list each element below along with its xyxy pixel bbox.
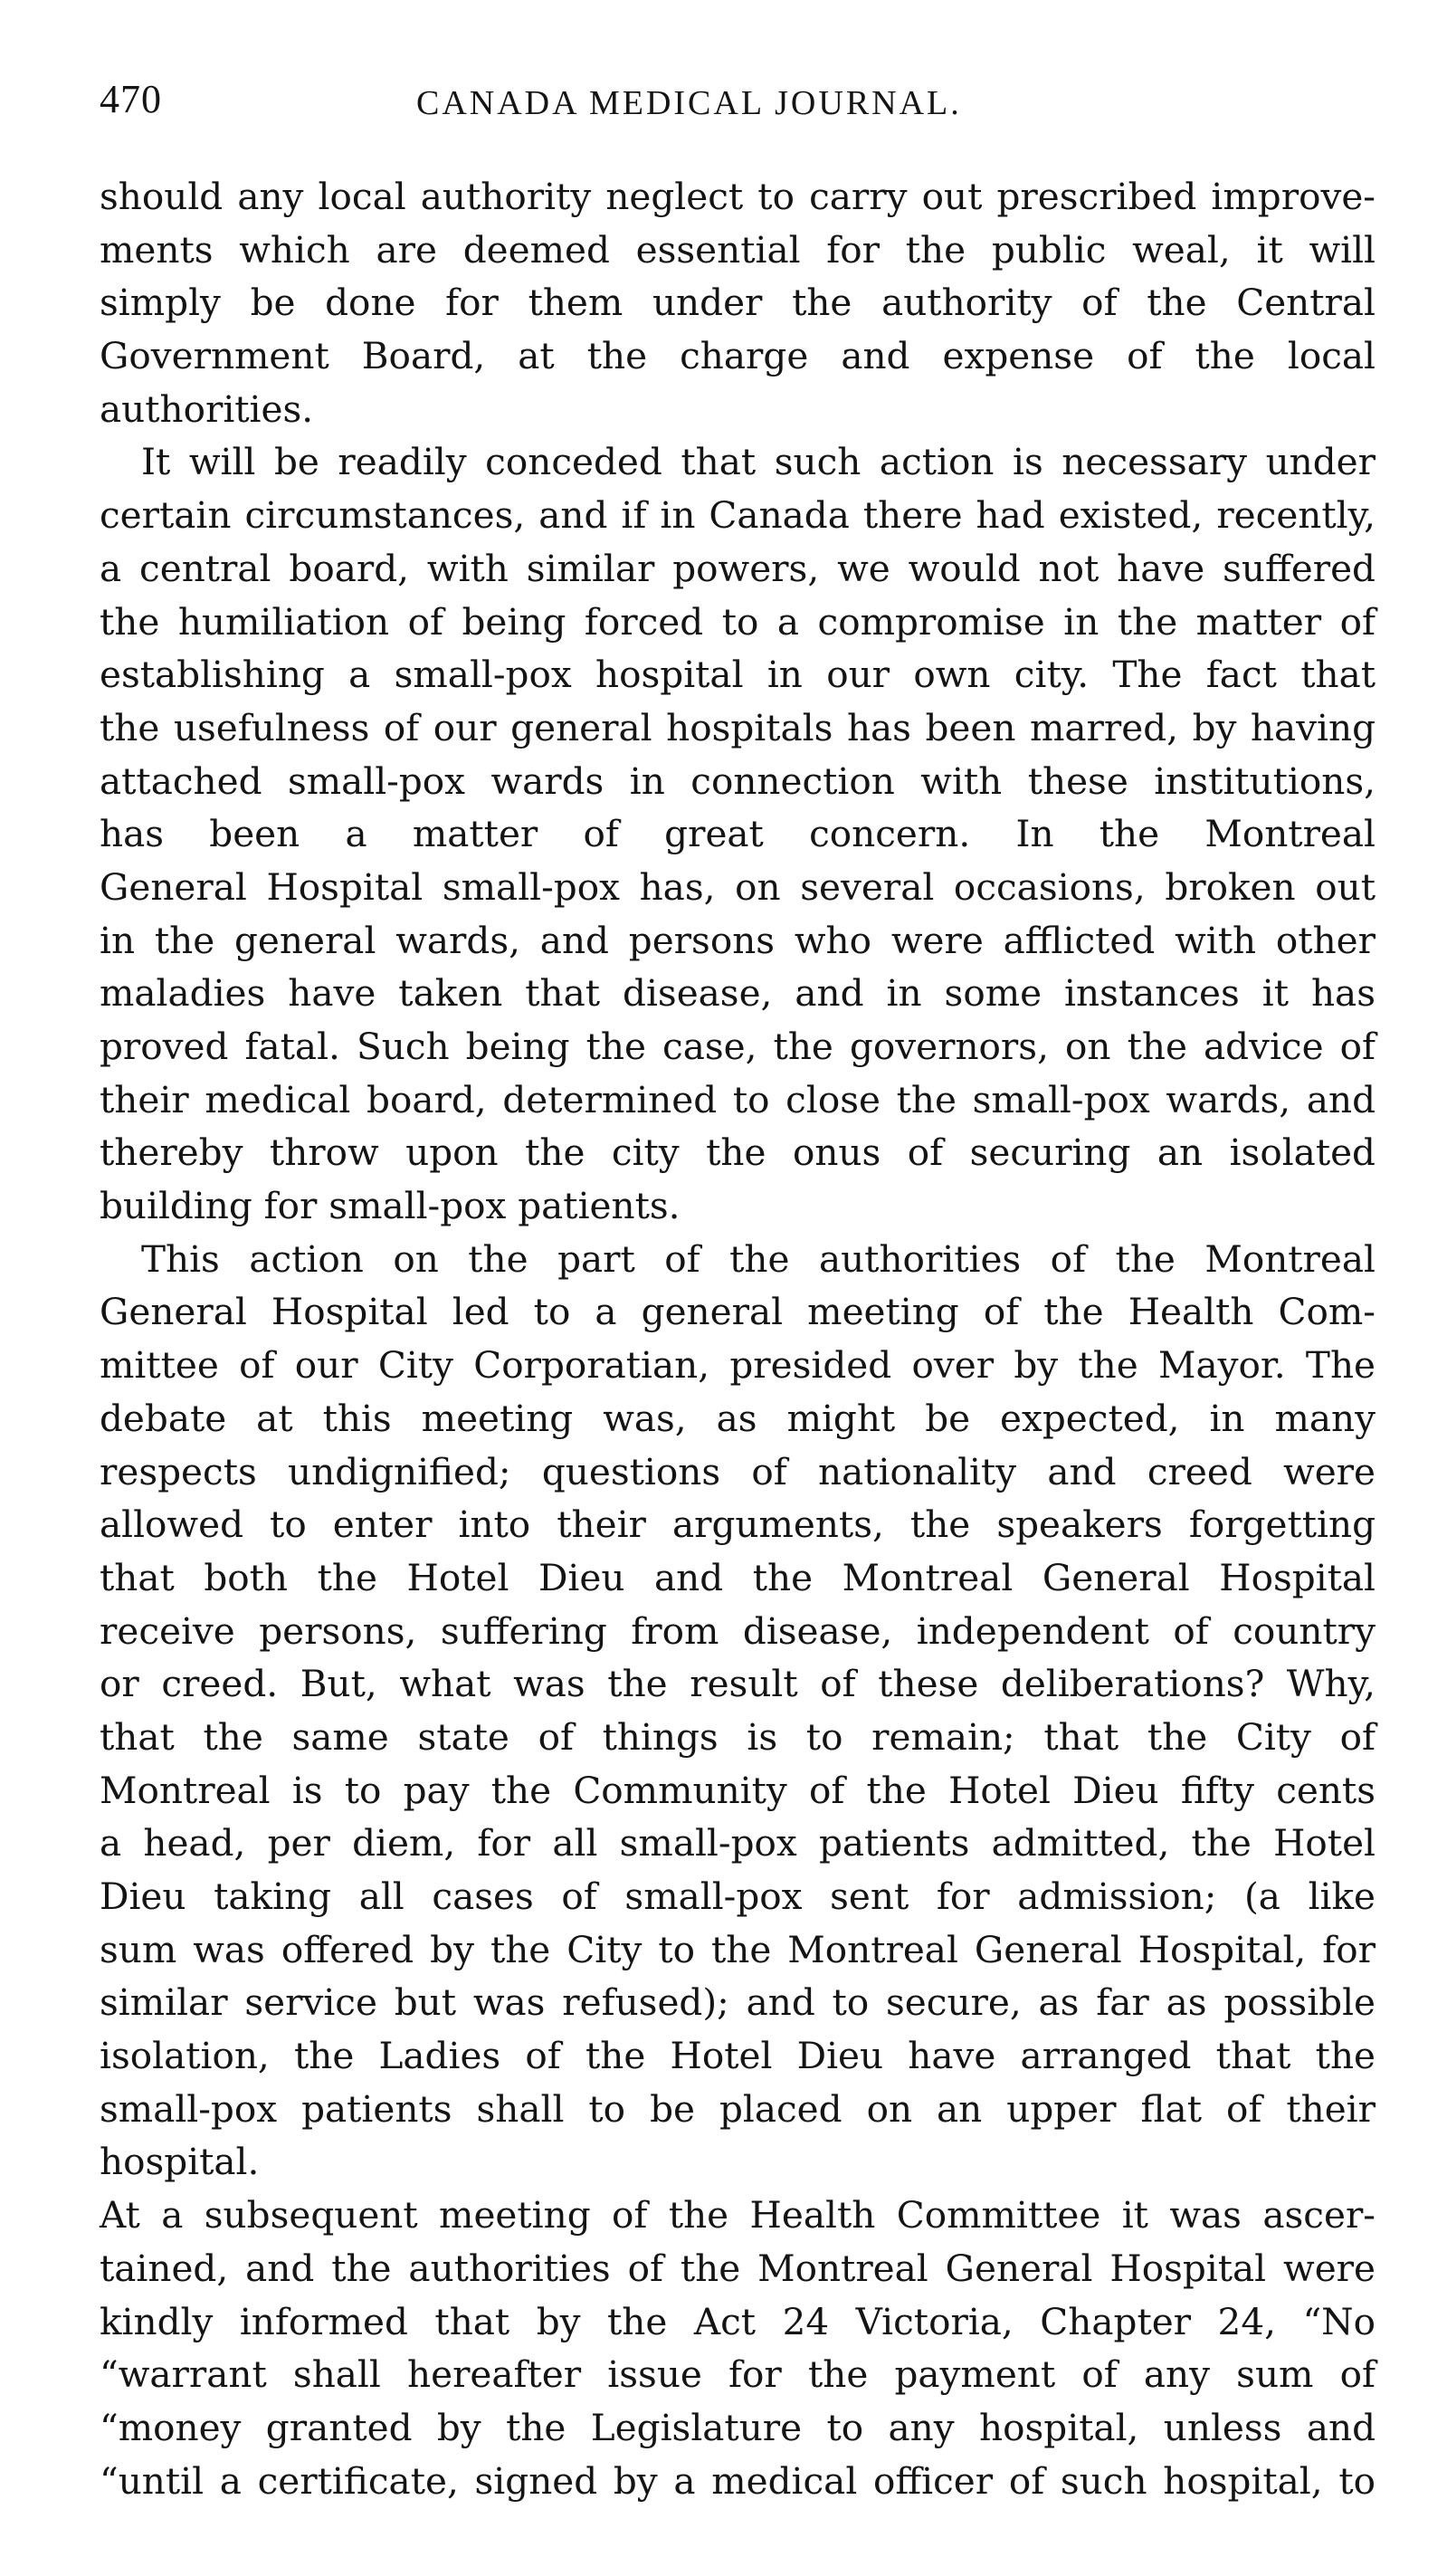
text-line: allowed to enter into their arguments, the speakers forgetting [100,1503,1376,1547]
text-line: a head, per diem, for all small-pox patients admitted, the Hotel [100,1821,1376,1865]
text-line: hospital. [100,2140,260,2184]
paragraph-2 [100,435,1376,1232]
text-line: Dieu taking all cases of small-pox sent for admission; (a like [100,1875,1376,1918]
text-line: similar service but was refused); and to secure, as far as possible [100,1980,1376,2025]
text-line: thereby throw upon the city the onus of securing an isolated [100,1131,1376,1175]
text-line: a central board, with similar powers, we would not have suffered [100,546,1376,590]
text-line: proved fatal. Such being the case, the governors, on the advice of [100,1025,1376,1068]
text-line: their medical board, determined to close the small-pox wards, and [100,1077,1376,1121]
text-line: the usefulness of our general hospitals has been marred, by having [100,705,1376,749]
paragraph-1 [100,170,1376,435]
running-head [100,63,1376,136]
text-line: maladies have taken that disease, and in some instances it has [100,971,1376,1016]
text-line: mittee of our City Corporatian, presided over by the Mayor. The [100,1343,1376,1388]
paragraph-4 [100,2189,1376,2507]
article-body [100,170,1376,2507]
text-line: General Hospital led to a general meeting of the Health Com- [100,1290,1376,1334]
text-line: “warrant shall hereafter issue for the payment of any sum of [100,2352,1376,2397]
text-line: simply be done for them under the authority of the Central [100,281,1376,325]
text-line: receive persons, suffering from disease, independent of country [100,1608,1376,1653]
document-page [100,63,1376,2507]
text-line: respects undignified; questions of nationality and creed were [100,1449,1376,1493]
text-line: debate at this meeting was, as might be expected, in many [100,1396,1376,1440]
text-line: attached small-pox wards in connection with these institutions, [100,758,1376,803]
text-line: “money granted by the Legislature to any hospital, unless and [100,2405,1376,2449]
text-line: This action on the part of the authorities of the Montreal [141,1236,1376,1281]
text-line: It will be readily conceded that such action is necessary under [141,440,1376,484]
text-line: establishing a small-pox hospital in our own city. The fact that [100,653,1376,697]
text-line: sum was offered by the City to the Montreal General Hospital, for [100,1927,1376,1971]
text-line: or creed. But, what was the result of these deliberations? Why, [100,1662,1376,1706]
text-line: certain circumstances, and if in Canada there had existed, recently, [100,493,1376,538]
paragraph-3 [100,1233,1376,2189]
text-line: building for small-pox patients. [100,1184,681,1228]
text-line: the humiliation of being forced to a compromise in the matter of [100,599,1376,644]
text-line: General Hospital small-pox has, on several occasions, broken out [100,864,1376,909]
text-line: has been a matter of great concern. In the Montreal [100,812,1376,856]
text-line: isolation, the Ladies of the Hotel Dieu have arranged that the [100,2034,1376,2078]
journal-title: CANADA MEDICAL JOURNAL. [416,84,962,122]
page-number: 470 [100,77,162,121]
text-line: in the general wards, and persons who were afflicted with other [100,918,1376,962]
text-line: that both the Hotel Dieu and the Montreal General Hospital [100,1555,1376,1599]
text-line: ments which are deemed essential for the public weal, it will [100,227,1376,272]
text-line: that the same state of things is to remain; that the City of [100,1714,1376,1759]
text-line: small-pox patients shall to be placed on an upper flat of their [100,2086,1376,2131]
text-line: authorities. [100,386,314,431]
text-line: should any local authority neglect to carry out prescribed improve- [100,175,1376,218]
text-line: Montreal is to pay the Community of the Hotel Dieu fifty cents [100,1768,1376,1812]
text-line: Government Board, at the charge and expense of the local [100,334,1376,378]
text-line: “until a certificate, signed by a medical officer of such hospital, to [100,2458,1376,2503]
text-line: tained, and the authorities of the Montreal General Hospital were [100,2246,1376,2290]
text-line: kindly informed that by the Act 24 Victoria, Chapter 24, “No [100,2299,1376,2343]
text-line: At a subsequent meeting of the Health Committee it was ascer- [100,2193,1376,2237]
